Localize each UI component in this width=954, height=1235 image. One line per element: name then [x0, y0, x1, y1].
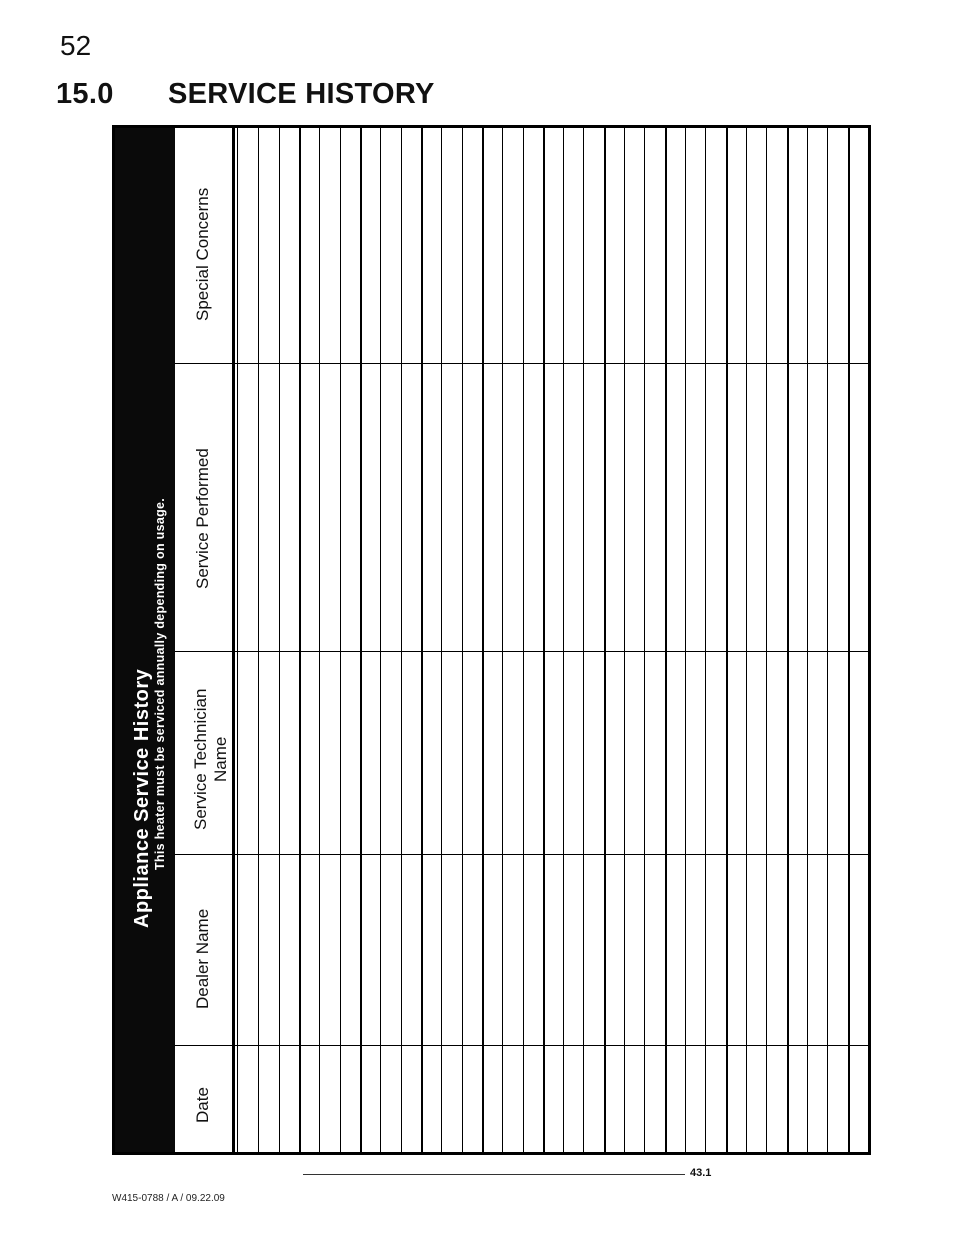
footer-code: 43.1: [690, 1167, 712, 1179]
entry-row-line: [726, 128, 728, 1152]
entry-row-line: [279, 128, 280, 1152]
section-title: [56, 78, 435, 111]
form-title: Appliance Service History: [131, 668, 153, 928]
entry-row-line: [482, 128, 484, 1152]
footer-rule: [303, 1174, 685, 1175]
entry-row-line: [380, 128, 381, 1152]
column-header-technician-name: [191, 689, 231, 830]
entry-row-line: [624, 128, 625, 1152]
entry-row-line: [685, 128, 686, 1152]
entry-row-line: [766, 128, 767, 1152]
entry-row-line: [299, 128, 301, 1152]
entry-row-line: [807, 128, 808, 1152]
column-header-service-performed-text: Service Performed: [193, 448, 212, 589]
form-subtitle: This heater must be serviced annually depending on usage.: [153, 497, 167, 870]
document-id: W415-0788 / A / 09.22.09: [112, 1193, 225, 1204]
entry-row-line: [258, 128, 259, 1152]
entry-row-line: [360, 128, 362, 1152]
entry-row-line: [583, 128, 584, 1152]
entry-row-line: [401, 128, 402, 1152]
entry-row-line: [705, 128, 706, 1152]
section-title-text: SERVICE HISTORY: [168, 78, 435, 110]
entry-row-line: [502, 128, 503, 1152]
entry-row-line: [604, 128, 606, 1152]
entry-row-line: [644, 128, 645, 1152]
column-header-special-concerns-text: Special Concerns: [193, 187, 212, 321]
entry-row-line: [340, 128, 341, 1152]
column-header-technician-line2: Name: [211, 736, 230, 782]
entry-row-line: [462, 128, 463, 1152]
entry-row-line: [787, 128, 789, 1152]
entry-row-line: [441, 128, 442, 1152]
header-divider: [232, 128, 235, 1152]
section-number: 15.0: [56, 78, 114, 110]
form-title-band: [115, 128, 175, 1152]
service-history-form: [112, 125, 871, 1155]
column-header-service-performed: [193, 448, 213, 589]
entry-row-line: [543, 128, 545, 1152]
column-header-date-text: Date: [193, 1087, 212, 1123]
page-number: 52: [60, 30, 92, 61]
entry-row-line: [746, 128, 747, 1152]
entry-row-line: [523, 128, 524, 1152]
entry-row-line: [848, 128, 850, 1152]
column-header-dealer-name-text: Dealer Name: [193, 908, 212, 1009]
entry-row-line: [665, 128, 667, 1152]
header-divider: [237, 128, 238, 1152]
entry-row-line: [563, 128, 564, 1152]
column-header-special-concerns: [193, 188, 213, 321]
column-header-dealer-name: [193, 909, 213, 1009]
column-header-technician-line1: Service Technician: [191, 688, 210, 830]
entry-row-line: [421, 128, 423, 1152]
entry-row-line: [827, 128, 828, 1152]
entry-row-line: [319, 128, 320, 1152]
column-header-date: [193, 1087, 213, 1123]
